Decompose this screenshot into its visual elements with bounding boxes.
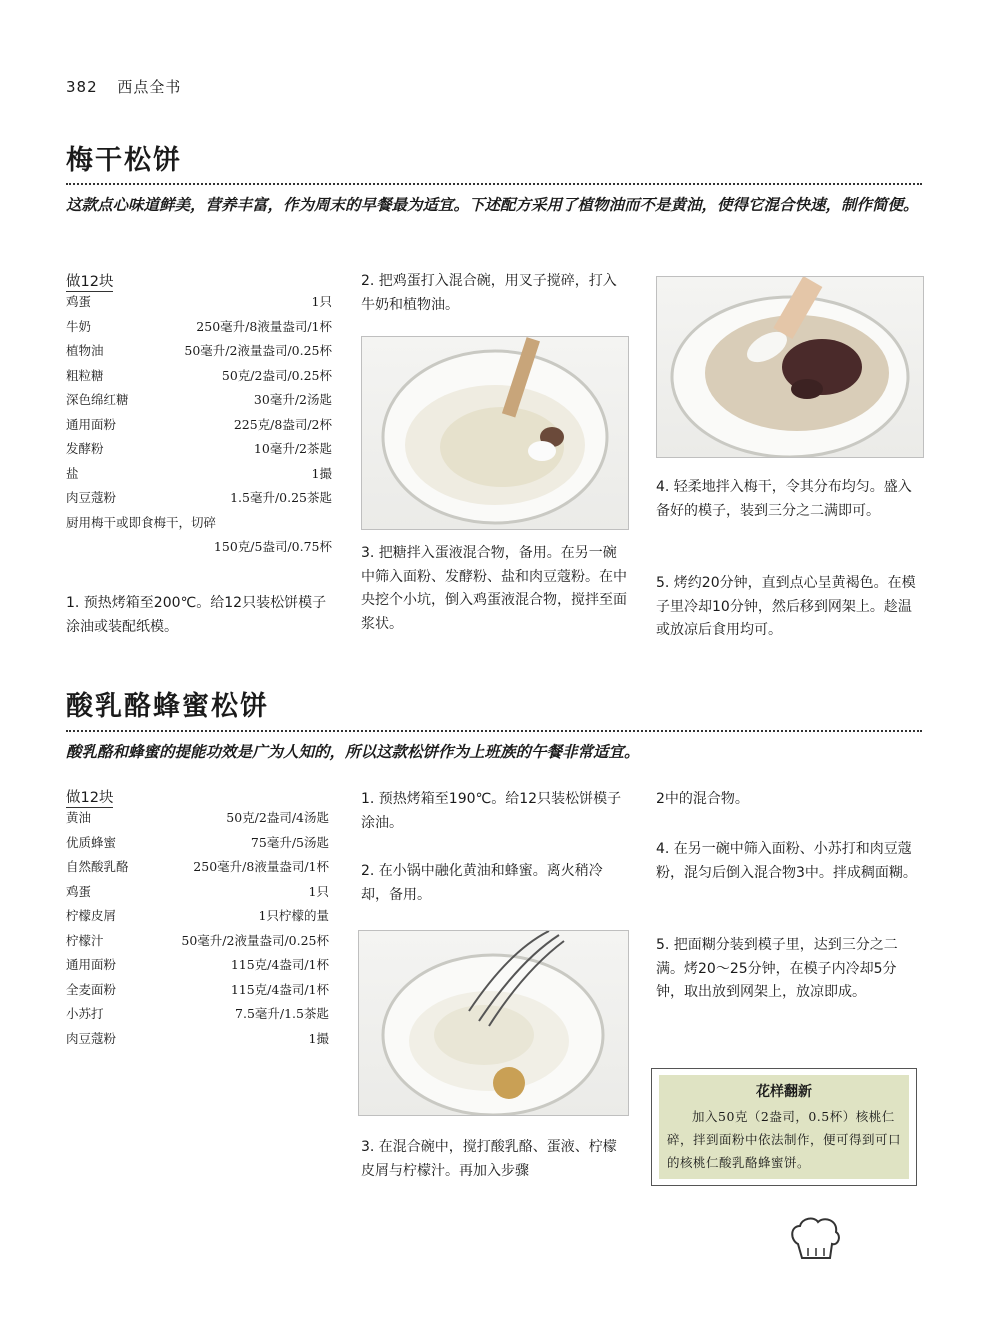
ingredient-qty: 1只 xyxy=(308,883,329,899)
recipe-intro: 这款点心味道鲜美，营养丰富，作为周末的早餐最为适宜。下述配方采用了植物油而不是黄油，使得它混合快速，制作简便。 xyxy=(66,196,919,214)
bowl-photo-eggs-milk xyxy=(361,336,629,530)
ingredient-name: 柠檬皮屑 xyxy=(66,908,117,923)
ingredient-name: 通用面粉 xyxy=(66,957,117,972)
book-title: 西点全书 xyxy=(117,78,182,96)
ingredient-list xyxy=(66,290,332,560)
ingredient-list xyxy=(66,806,329,1051)
ingredient-name: 鸡蛋 xyxy=(66,883,92,899)
variation-tip-box xyxy=(651,1068,917,1186)
ingredient-qty: 250毫升/8液量盎司/1杯 xyxy=(193,859,329,874)
tip-text: 加入50克（2盎司，0.5杯）核桃仁碎，拌到面粉中依法制作，便可得到可口的核桃仁酸乳酪蜂蜜饼。 xyxy=(667,1109,902,1170)
ingredient-row xyxy=(66,290,332,315)
recipe-yield xyxy=(66,270,113,291)
ingredient-qty: 50毫升/2液量盎司/0.25杯 xyxy=(184,343,332,358)
page-number: 382 xyxy=(66,78,98,96)
ingredient-name: 自然酸乳酪 xyxy=(66,859,129,874)
step-3-continued: 2中的混合物。 xyxy=(656,791,749,807)
step-4: 4. 轻柔地拌入梅干，令其分布均匀。盛入备好的模子，装到三分之二满即可。 xyxy=(656,479,912,519)
ingredient-name: 厨用梅干或即食梅干，切碎 xyxy=(66,514,217,530)
ingredient-row xyxy=(66,806,329,831)
yield-label: 做12块 xyxy=(66,274,114,290)
ingredient-row xyxy=(66,978,329,1003)
step-2: 2. 在小锅中融化黄油和蜂蜜。离火稍冷却，备用。 xyxy=(361,863,603,903)
ingredient-row xyxy=(66,880,329,905)
step-2: 2. 把鸡蛋打入混合碗，用叉子搅碎，打入牛奶和植物油。 xyxy=(361,273,617,313)
ingredient-qty: 50克/2盎司/0.25杯 xyxy=(221,367,332,383)
ingredient-name: 盐 xyxy=(66,465,79,481)
ingredient-qty: 225克/8盎司/2杯 xyxy=(233,416,332,432)
ingredient-name: 优质蜂蜜 xyxy=(66,834,117,850)
step-3: 3. 把糖拌入蛋液混合物，备用。在另一碗中筛入面粉、发酵粉、盐和肉豆蔻粉。在中央挖个小坑，倒入鸡蛋液混合物，搅拌至面浆状。 xyxy=(361,545,627,632)
step-3: 3. 在混合碗中，搅打酸乳酪、蛋液、柠檬皮屑与柠檬汁。再加入步骤 xyxy=(361,1139,617,1179)
ingredient-name: 肉豆蔻粉 xyxy=(66,490,117,505)
ingredient-qty: 115克/4盎司/1杯 xyxy=(230,957,329,972)
step-1: 1. 预热烤箱至200℃。给12只装松饼模子涂油或装配纸模。 xyxy=(66,595,327,635)
ingredient-row xyxy=(66,413,332,438)
step-1: 1. 预热烤箱至190℃。给12只装松饼模子涂油。 xyxy=(361,791,622,831)
ingredient-row xyxy=(66,953,329,978)
ingredient-name: 通用面粉 xyxy=(66,416,117,432)
title-divider xyxy=(66,183,922,185)
step-5: 5. 把面糊分装到模子里，达到三分之二满。烤20～25分钟，在模子内冷却5分钟，取出放到网架上，放凉即成。 xyxy=(656,937,898,1000)
ingredient-qty: 1只 xyxy=(311,294,332,309)
ingredient-row xyxy=(66,486,332,511)
ingredient-qty: 50毫升/2液量盎司/0.25杯 xyxy=(181,932,329,948)
ingredient-row xyxy=(66,535,332,560)
bowl-photo-whisk xyxy=(358,930,629,1116)
ingredient-qty: 150克/5盎司/0.75杯 xyxy=(213,539,332,554)
ingredient-row xyxy=(66,1027,329,1052)
ingredient-row xyxy=(66,315,332,340)
title-divider xyxy=(66,730,922,732)
ingredient-qty: 50克/2盎司/4汤匙 xyxy=(226,810,329,825)
ingredient-qty: 250毫升/8液量盎司/1杯 xyxy=(196,318,332,334)
ingredient-qty: 7.5毫升/1.5茶匙 xyxy=(235,1006,329,1021)
ingredient-name: 肉豆蔻粉 xyxy=(66,1030,117,1046)
ingredient-qty: 75毫升/5汤匙 xyxy=(250,834,329,850)
bowl-photo-prunes xyxy=(656,276,924,458)
ingredient-qty: 1只柠檬的量 xyxy=(258,908,329,923)
page-header xyxy=(66,76,181,97)
ingredient-row xyxy=(66,437,332,462)
ingredient-row xyxy=(66,904,329,929)
ingredient-qty: 115克/4盎司/1杯 xyxy=(230,981,329,997)
ingredient-name: 植物油 xyxy=(66,343,104,358)
recipe-yield xyxy=(66,786,113,807)
chef-hat-icon xyxy=(788,1214,842,1264)
ingredient-name: 黄油 xyxy=(66,810,92,825)
ingredient-row xyxy=(66,511,332,536)
recipe-title: 梅干松饼 xyxy=(66,145,182,176)
ingredient-row xyxy=(66,831,329,856)
recipe-intro: 酸乳酪和蜂蜜的提能功效是广为人知的，所以这款松饼作为上班族的午餐非常适宜。 xyxy=(66,743,640,761)
ingredient-name: 粗粒糖 xyxy=(66,367,104,383)
ingredient-name: 深色绵红糖 xyxy=(66,392,129,407)
ingredient-qty: 1撮 xyxy=(308,1030,329,1046)
ingredient-name: 柠檬汁 xyxy=(66,932,104,948)
step-4: 4. 在另一碗中筛入面粉、小苏打和肉豆蔻粉，混匀后倒入混合物3中。拌成稠面糊。 xyxy=(656,841,917,881)
ingredient-qty: 1撮 xyxy=(311,465,332,481)
ingredient-row xyxy=(66,929,329,954)
tip-panel xyxy=(659,1075,909,1179)
step-5: 5. 烤约20分钟，直到点心呈黄褐色。在模子里冷却10分钟，然后移到网架上。趁温或放凉后食用均可。 xyxy=(656,575,916,638)
ingredient-row xyxy=(66,462,332,487)
ingredient-row xyxy=(66,1002,329,1027)
ingredient-name: 全麦面粉 xyxy=(66,981,117,997)
yield-label: 做12块 xyxy=(66,790,114,806)
ingredient-row xyxy=(66,855,329,880)
tip-title: 花样翻新 xyxy=(756,1084,812,1100)
ingredient-name: 小苏打 xyxy=(66,1006,104,1021)
ingredient-row xyxy=(66,364,332,389)
ingredient-name: 鸡蛋 xyxy=(66,294,92,309)
ingredient-row xyxy=(66,339,332,364)
ingredient-name: 发酵粉 xyxy=(66,441,104,456)
recipe-title: 酸乳酪蜂蜜松饼 xyxy=(66,691,269,722)
ingredient-qty: 10毫升/2茶匙 xyxy=(253,441,332,456)
ingredient-row xyxy=(66,388,332,413)
ingredient-qty: 1.5毫升/0.25茶匙 xyxy=(230,490,332,505)
ingredient-qty: 30毫升/2汤匙 xyxy=(253,392,332,407)
ingredient-name: 牛奶 xyxy=(66,318,92,334)
